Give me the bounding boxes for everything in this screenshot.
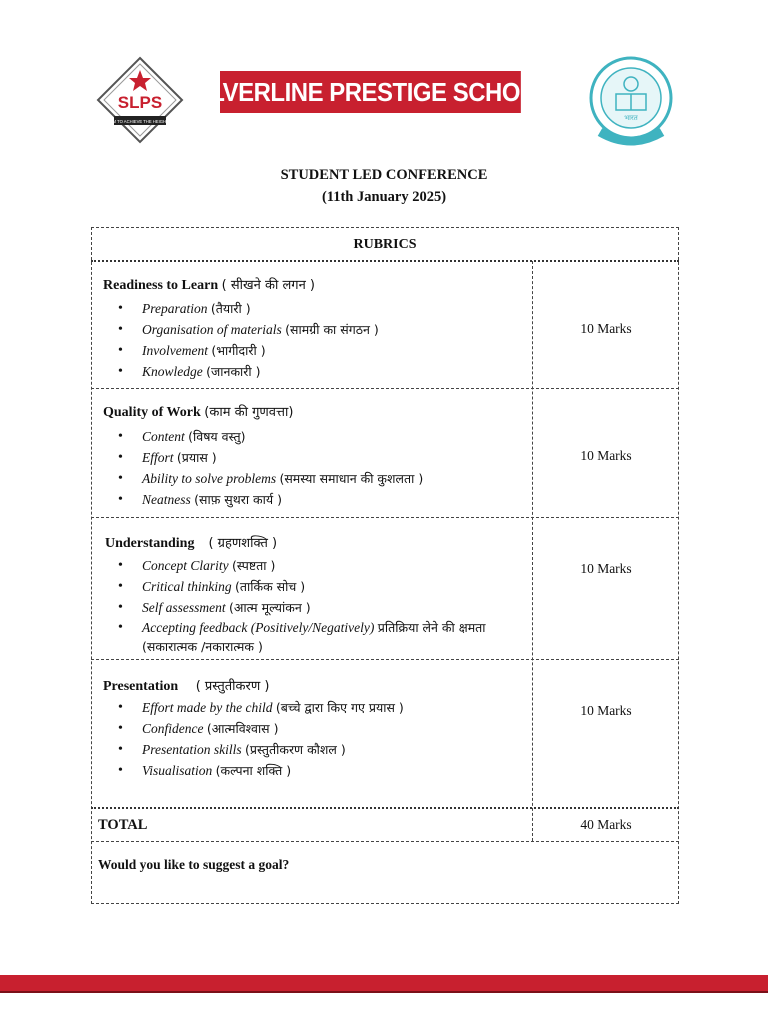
- section-marks: 10 Marks: [580, 321, 632, 336]
- section-title-hi: (काम की गुणवत्ता): [204, 405, 294, 420]
- criteria-list: [118, 555, 518, 656]
- slps-logo-motto: AIM TO ACHIEVE THE HEIGHTS: [108, 119, 172, 124]
- document-date: (11th January 2025): [321, 189, 447, 205]
- section-title: [103, 676, 269, 695]
- section-title-hi: ( प्रस्तुतीकरण ): [195, 679, 270, 694]
- list-item: • Critical thinking (तार्किक सोच ): [118, 576, 518, 597]
- section-marks: 10 Marks: [580, 561, 632, 576]
- table-divider: [91, 659, 679, 660]
- school-name: SILVERLINE PRESTIGE SCHOOL: [188, 76, 553, 107]
- table-divider: [91, 388, 679, 389]
- slps-logo-text: SLPS: [117, 93, 163, 112]
- table-divider: [91, 841, 679, 842]
- list-item: • Effort (प्रयास ): [118, 447, 518, 468]
- section-title: [103, 275, 315, 294]
- table-divider: [91, 260, 679, 262]
- list-item: • Knowledge (जानकारी ): [118, 361, 518, 382]
- criteria-list: [118, 298, 518, 382]
- goal-prompt: Would you like to suggest a goal?: [98, 857, 290, 872]
- section-title-hi: ( ग्रहणशक्ति ): [208, 536, 278, 551]
- table-divider: [91, 807, 679, 809]
- section-marks: 10 Marks: [580, 703, 632, 718]
- section-title-en: Understanding: [105, 536, 195, 551]
- list-item: • Confidence (आत्मविश्वास ): [118, 718, 518, 739]
- section-title-en: Presentation: [103, 679, 179, 694]
- footer-line: [0, 991, 768, 993]
- list-item: • Visualisation (कल्पना शक्ति ): [118, 760, 518, 781]
- column-divider: [532, 261, 533, 841]
- section-title-hi: ( सीखने की लगन ): [221, 278, 316, 293]
- list-item: • Concept Clarity (स्पष्टता ): [118, 555, 518, 576]
- list-item: • Neatness (साफ़ सुथरा कार्य ): [118, 489, 518, 510]
- list-item: • Ability to solve problems (समस्या समाधान की कुशलता ): [118, 468, 518, 489]
- list-item: • Involvement (भागीदारी ): [118, 340, 518, 361]
- total-label: TOTAL: [98, 817, 148, 833]
- section-marks: 10 Marks: [580, 448, 632, 463]
- list-item: • Preparation (तैयारी ): [118, 298, 518, 319]
- document-title: STUDENT LED CONFERENCE: [280, 167, 488, 183]
- section-title: [105, 533, 277, 552]
- list-item: • Organisation of materials (सामग्री का संगठन ): [118, 319, 518, 340]
- table-divider: [91, 517, 679, 518]
- school-name-banner: [188, 71, 553, 113]
- list-item: • Presentation skills (प्रस्तुतीकरण कौशल ): [118, 739, 518, 760]
- cbse-emblem: [586, 54, 676, 152]
- section-title-en: Quality of Work: [103, 405, 201, 420]
- slps-logo: [96, 56, 184, 146]
- list-item: • Accepting feedback (Positively/Negatively) प्रतिक्रिया लेने की क्षमता (सकारात्मक /नकारात्मक ): [118, 618, 492, 656]
- list-item: • Self assessment (आत्म मूल्यांकन ): [118, 597, 518, 618]
- criteria-list: [118, 697, 518, 781]
- section-title-en: Readiness to Learn: [103, 278, 219, 293]
- section-title: [103, 402, 293, 421]
- rubrics-heading: RUBRICS: [353, 237, 417, 252]
- list-item: • Effort made by the child (बच्चे द्वारा किए गए प्रयास ): [118, 697, 518, 718]
- cbse-caption: भारत: [624, 114, 638, 122]
- list-item: • Content (विषय वस्तु): [118, 426, 518, 447]
- total-marks: 40 Marks: [580, 817, 632, 832]
- criteria-list: [118, 426, 518, 510]
